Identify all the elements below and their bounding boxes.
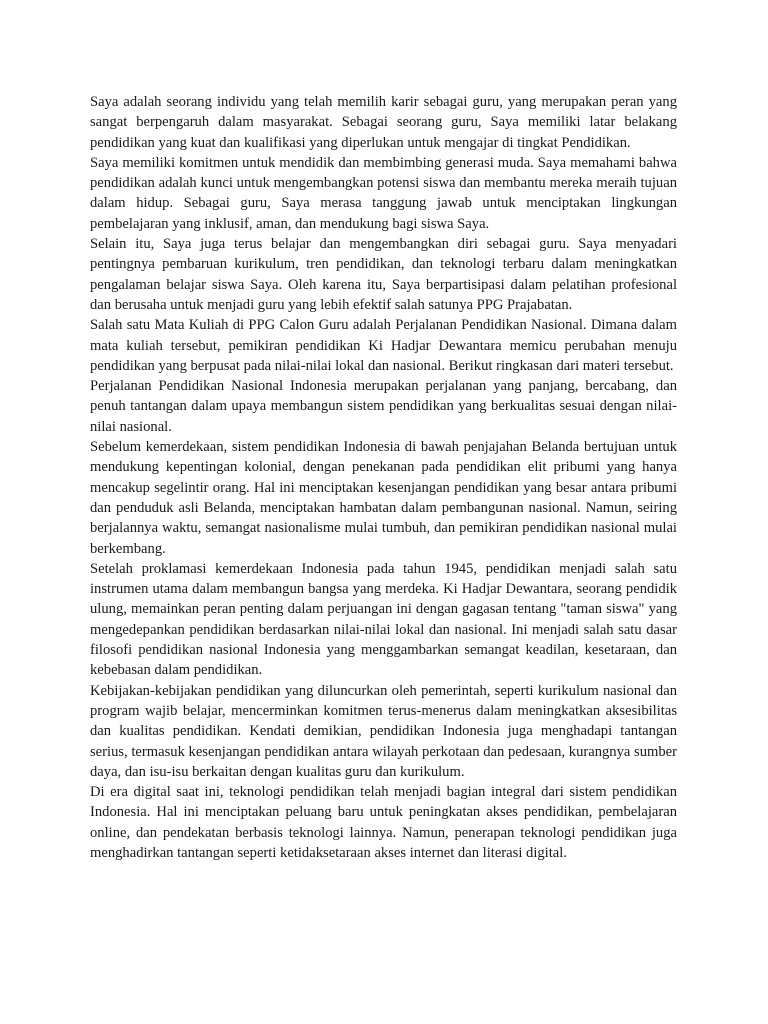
- paragraph-9: Di era digital saat ini, teknologi pendidikan telah menjadi bagian integral dari sistem pendidikan Indonesia. Hal ini menciptakan peluang baru untuk peningkatan akses pendidikan, pembelajaran online, dan pendekatan berbasis teknologi lainnya. Namun, penerapan teknologi pendidikan juga menghadirkan tantangan seperti ketidaksetaraan akses internet dan literasi digital.: [90, 784, 677, 861]
- paragraph-4: Salah satu Mata Kuliah di PPG Calon Guru adalah Perjalanan Pendidikan Nasional. Dimana dalam mata kuliah tersebut, pemikiran pendidikan Ki Hadjar Dewantara memicu perubahan menuju pendidikan yang berpusat pada nilai-nilai lokal dan nasional. Berikut ringkasan dari materi tersebut.: [90, 317, 677, 374]
- paragraph-5: Perjalanan Pendidikan Nasional Indonesia merupakan perjalanan yang panjang, bercabang, dan penuh tantangan dalam upaya membangun sistem pendidikan yang berkualitas sesuai dengan nilai-nilai nasional.: [90, 378, 677, 435]
- document-page: [90, 92, 677, 863]
- paragraph-1: Saya adalah seorang individu yang telah memilih karir sebagai guru, yang merupakan peran yang sangat berpengaruh dalam masyarakat. Sebagai seorang guru, Saya memiliki latar belakang pendidikan yang kuat dan kualifikasi yang diperlukan untuk mengajar di tingkat Pendidikan.: [90, 94, 677, 151]
- paragraph-3: Selain itu, Saya juga terus belajar dan mengembangkan diri sebagai guru. Saya menyadari pentingnya pembaruan kurikulum, tren pendidikan, dan teknologi terbaru dalam meningkatkan pengalaman belajar siswa Saya. Oleh karena itu, Saya berpartisipasi dalam pelatihan profesional dan berusaha untuk menjadi guru yang lebih efektif salah satunya PPG Prajabatan.: [90, 236, 677, 313]
- paragraph-8: Kebijakan-kebijakan pendidikan yang diluncurkan oleh pemerintah, seperti kurikulum nasional dan program wajib belajar, mencerminkan komitmen terus-menerus dalam meningkatkan aksesibilitas dan kualitas pendidikan. Kendati demikian, pendidikan Indonesia juga menghadapi tantangan serius, termasuk kesenjangan pendidikan antara wilayah perkotaan dan pedesaan, kurangnya sumber daya, dan isu-isu berkaitan dengan kualitas guru dan kurikulum.: [90, 682, 677, 780]
- paragraph-6: Sebelum kemerdekaan, sistem pendidikan Indonesia di bawah penjajahan Belanda bertujuan untuk mendukung kepentingan kolonial, dengan penekanan pada pendidikan elit pribumi yang hanya mencakup segelintir orang. Hal ini menciptakan kesenjangan pendidikan yang besar antara pribumi dan penduduk asli Belanda, menciptakan hambatan dalam pembangunan nasional. Namun, seiring berjalannya waktu, semangat nasionalisme mulai tumbuh, dan pemikiran pendidikan nasional mulai berkembang.: [90, 439, 677, 557]
- paragraph-7: Setelah proklamasi kemerdekaan Indonesia pada tahun 1945, pendidikan menjadi salah satu instrumen utama dalam membangun bangsa yang merdeka. Ki Hadjar Dewantara, seorang pendidik ulung, memainkan peran penting dalam perjuangan ini dengan gagasan tentang "taman siswa" yang mengedepankan pendidikan berdasarkan nilai-nilai lokal dan nasional. Ini menjadi salah satu dasar filosofi pendidikan nasional Indonesia yang menggambarkan semangat keadilan, kesetaraan, dan kebebasan dalam pendidikan.: [90, 560, 677, 679]
- paragraph-2: Saya memiliki komitmen untuk mendidik dan membimbing generasi muda. Saya memahami bahwa pendidikan adalah kunci untuk mengembangkan potensi siswa dan membantu mereka meraih tujuan dalam hidup. Sebagai guru, Saya merasa tanggung jawab untuk menciptakan lingkungan pembelajaran yang inklusif, aman, dan mendukung bagi siswa Saya.: [90, 154, 677, 232]
